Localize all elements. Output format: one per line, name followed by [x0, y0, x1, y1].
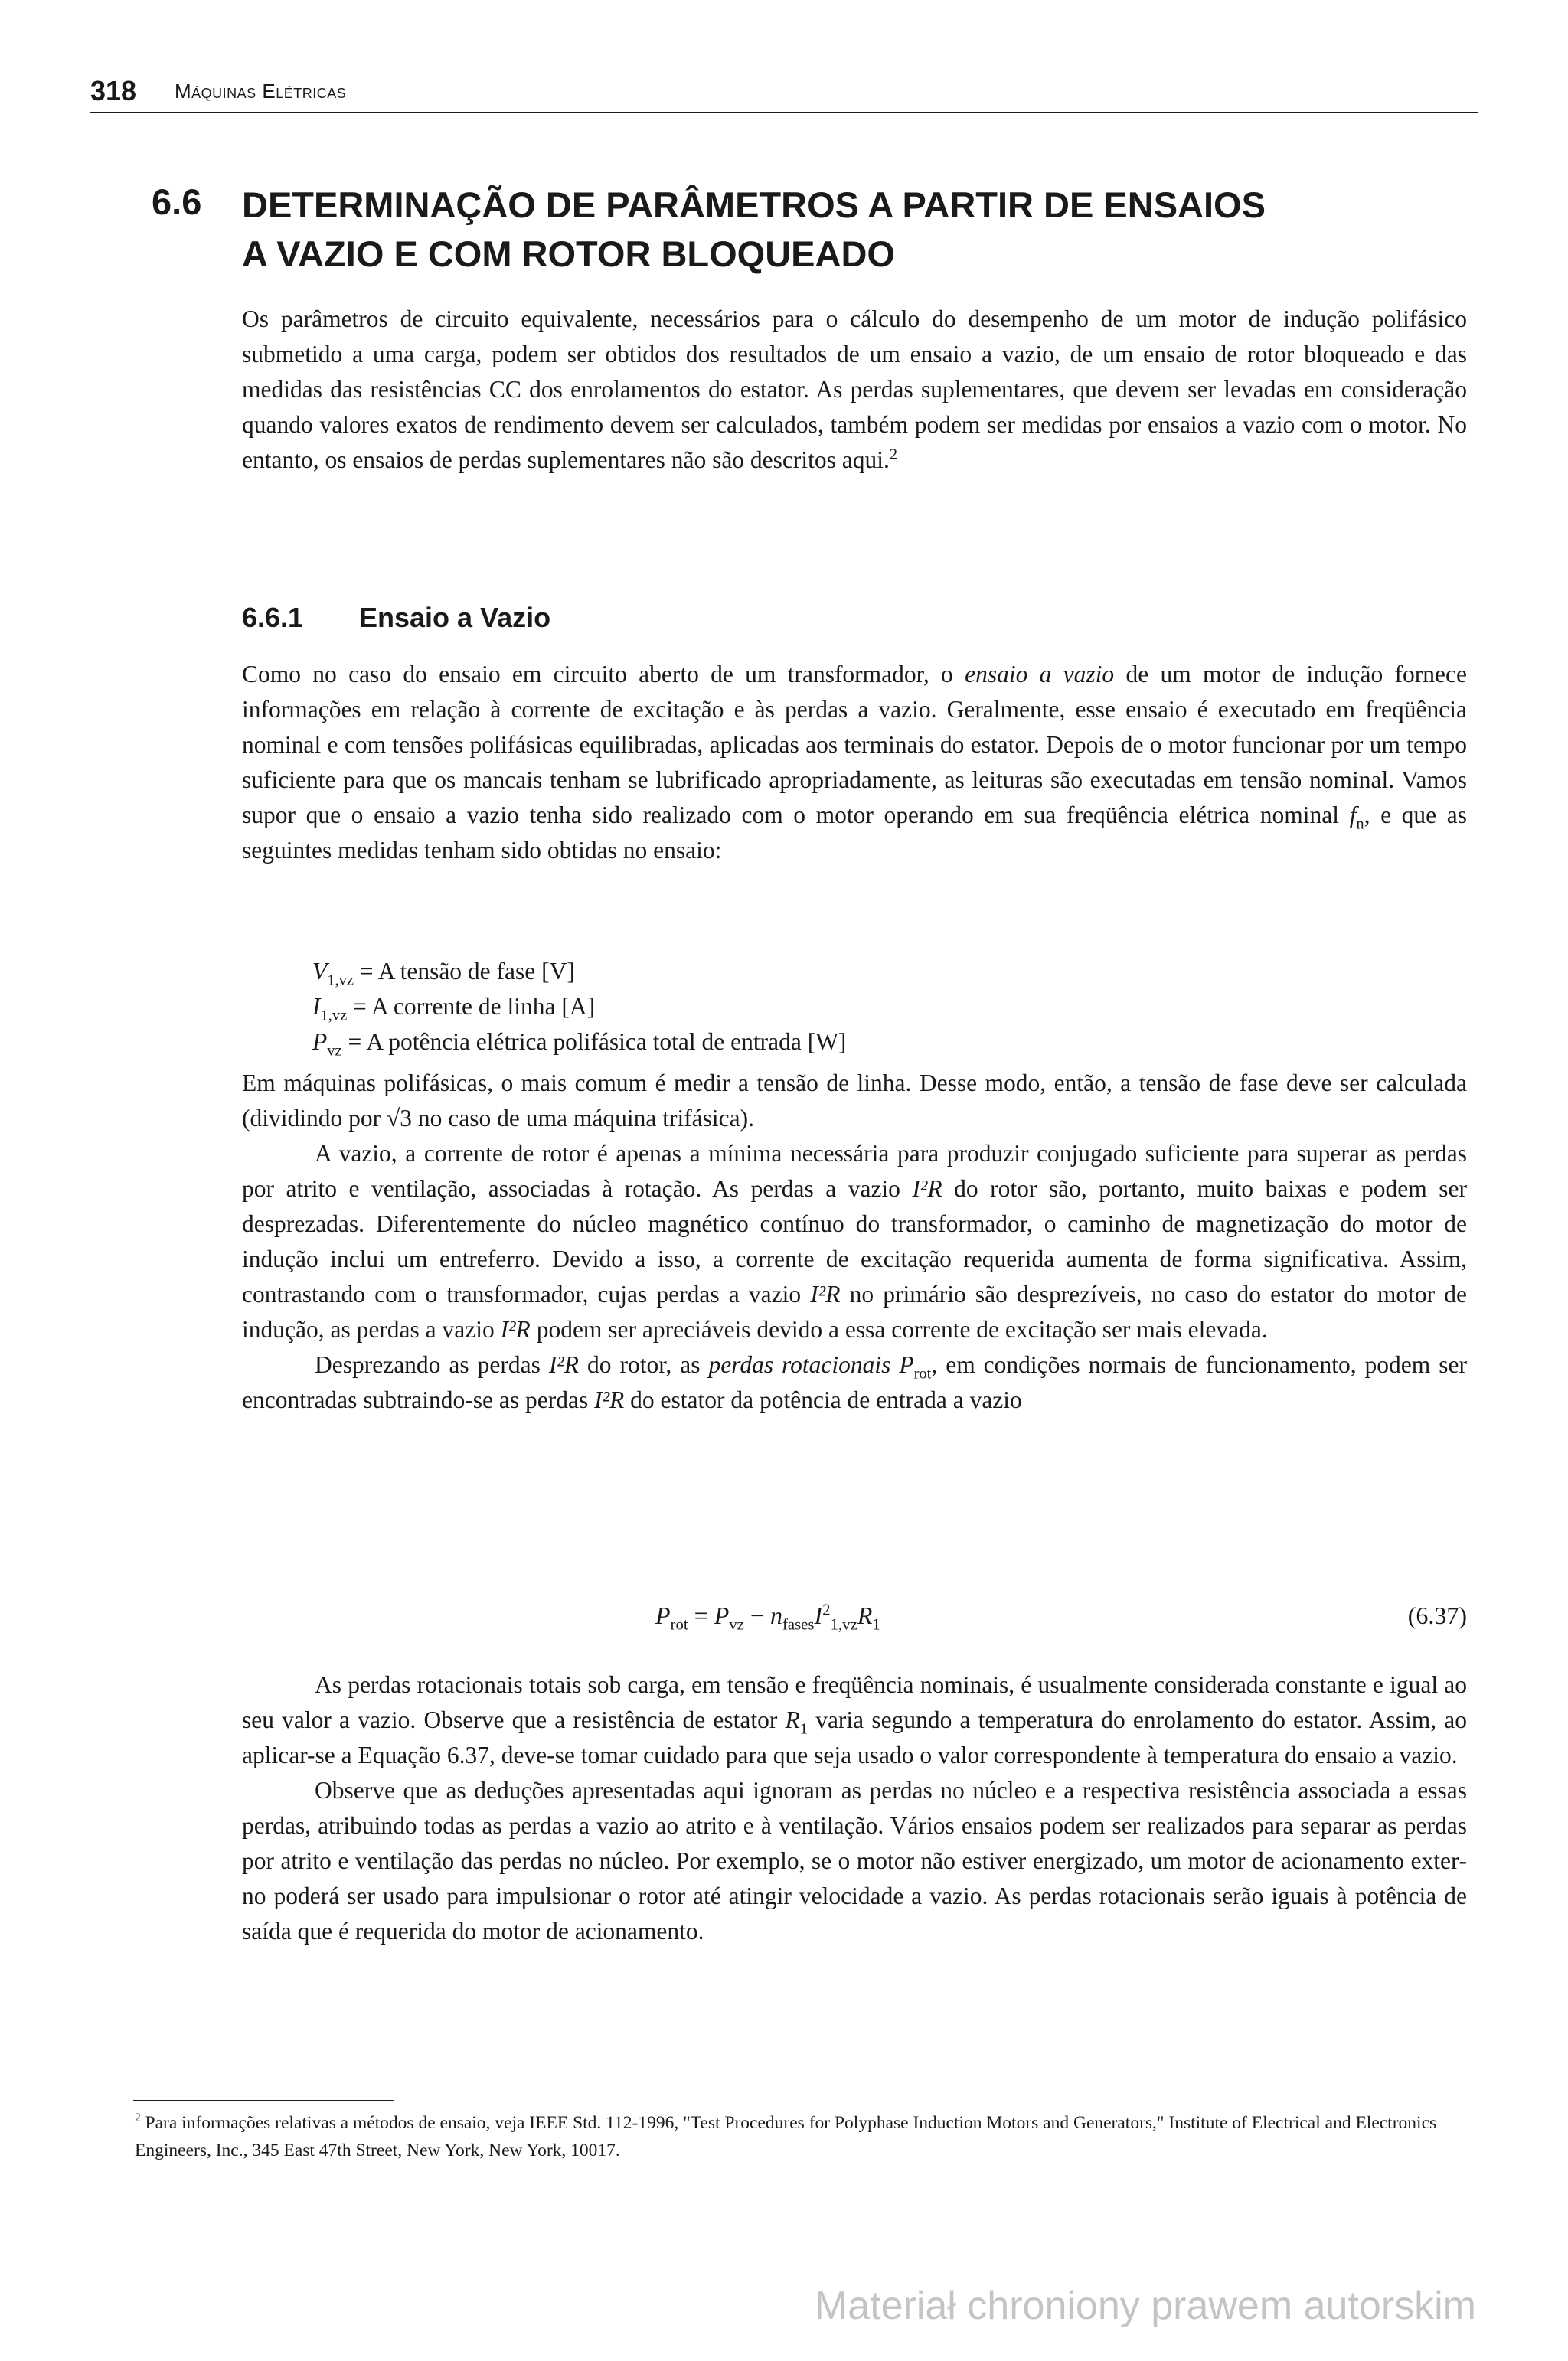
paragraph-1	[242, 657, 1467, 868]
p4-text-a: Desprezando as perdas	[315, 1351, 549, 1378]
section-number: 6.6	[152, 181, 202, 222]
paragraph-4	[242, 1347, 1467, 1418]
eq-term-p: P	[714, 1602, 730, 1629]
footnote-text: Para informações relativas a métodos de ensaio, veja IEEE Std. 112-1996, "Test Procedures for Polyphase Induction Motors and Generators," Institute of Electrical and Electronics Engineers, Inc., 345 East 47th Street, New York, New York, 10017.	[135, 2113, 1437, 2160]
eq-term-r: R	[857, 1602, 873, 1629]
p5-text-b: varia segundo a temperatura do enrolamento do estator. Assim, ao aplicar-se a Equação 6.37, deve-se tomar cuidado para que seja usado o valor correspondente à temperatura do ensaio a vazio.	[242, 1706, 1467, 1768]
definition-item	[312, 954, 846, 989]
footnote-ref: 2	[889, 446, 898, 463]
p2-text-b: no caso de uma máquina trifásica).	[412, 1105, 754, 1132]
def-desc: = A tensão de fase [V]	[353, 958, 575, 985]
copyright-watermark: Materiał chroniony prawem autorskim	[814, 2284, 1476, 2328]
paragraph-group-2	[242, 1066, 1467, 1418]
header-rule	[90, 112, 1478, 113]
eq-term-p-sub: vz	[729, 1615, 744, 1634]
def-sub: 1,vz	[327, 972, 354, 989]
eq-lhs: P	[655, 1602, 671, 1629]
freq-sub: n	[1356, 815, 1364, 833]
eq-term-i-sup: 2	[822, 1601, 831, 1619]
sqrt-three: √3	[387, 1105, 413, 1132]
eq-equals: =	[688, 1602, 714, 1629]
running-header	[90, 73, 1478, 110]
footnote-marker: 2	[135, 2111, 141, 2125]
paragraph-2	[242, 1066, 1467, 1136]
p4-text-d: do estator da potência de entrada a vazio	[624, 1386, 1022, 1413]
def-sub: 1,vz	[320, 1007, 348, 1024]
definition-item	[312, 989, 846, 1024]
running-title: Máquinas Elétricas	[175, 80, 347, 103]
p5-text-a: As perdas rotacionais totais sob carga, em tensão e freqüência nominais, é usualmente considerada constante e igual ao seu valor a vazio. Observe que a resistência de estator	[242, 1671, 1467, 1733]
definition-item	[312, 1024, 846, 1060]
def-symbol: P	[312, 1028, 328, 1055]
term-sub: rot	[913, 1365, 932, 1383]
paragraph-group-3	[242, 1667, 1467, 1949]
eq-term-n: n	[769, 1602, 782, 1629]
r-sub: 1	[799, 1720, 808, 1738]
p3-text-a: A vazio, a corrente de rotor é apenas a mínima necessária para produzir conjugado suficiente para superar as perdas por atrito e ventilação, associadas à rotação. As perdas a vazio	[242, 1140, 1467, 1202]
page-number: 318	[90, 75, 137, 106]
subsection-heading	[242, 602, 550, 634]
equation-body	[655, 1601, 880, 1634]
p1-text-a: Como no caso do ensaio em circuito aberto de um transformador, o	[242, 661, 965, 687]
footnote	[135, 2109, 1467, 2164]
eq-term-n-sub: fases	[782, 1615, 815, 1634]
eq-lhs-sub: rot	[670, 1615, 688, 1634]
paragraph-5	[242, 1667, 1467, 1773]
term-ensaio-a-vazio: ensaio a vazio	[965, 661, 1115, 687]
equation-number: (6.37)	[1407, 1602, 1467, 1629]
def-desc: = A potência elétrica polifásica total de entrada [W]	[341, 1028, 847, 1055]
p2-text-a: Em máquinas polifásicas, o mais comum é medir a tensão de linha. Desse modo, então, a tensão de fase deve ser calculada (dividindo por	[242, 1069, 1467, 1132]
p4-text-b: do rotor, as	[579, 1351, 709, 1378]
p4-text-c: , em condições normais de funcionamento, podem ser encontradas subtraindo-se as perdas	[242, 1351, 1467, 1413]
paragraph-6	[242, 1773, 1467, 1949]
section-title: DETERMINAÇÃO DE PARÂMETROS A PARTIR DE ENSAIOS A VAZIO E COM ROTOR BLOQUEADO	[242, 185, 1266, 274]
definitions-list	[312, 954, 846, 1060]
paragraph-3	[242, 1136, 1467, 1347]
i2r-term: I²R	[548, 1351, 579, 1378]
eq-term-r-sub: 1	[872, 1615, 880, 1634]
i2r-term: I²R	[500, 1316, 531, 1343]
subsection-title: Ensaio a Vazio	[359, 602, 551, 633]
p3-text-c: no primário são desprezíveis, no caso do estator do motor de indução, as perdas a vazio	[242, 1281, 1467, 1343]
p1-text-b: de um motor de indução fornece informações em relação à corrente de excitação e às perdas a vazio. Geralmente, esse ensaio é executado em freqüência nominal e com tensões polifásicas equilibradas, aplicadas aos terminais do estator. Depois de o motor funcionar por um tempo suficiente para que os mancais tenham se lubrificado apropriadamente, as leituras são executadas em tensão nominal. Vamos supor que o ensaio a vazio tenha sido realizado com o motor operando em sua freqüência elétrica nominal	[242, 661, 1467, 828]
r-symbol: R	[785, 1706, 800, 1733]
p3-text-d: podem ser apreciáveis devido a essa corrente de excitação ser mais elevada.	[530, 1316, 1268, 1343]
p1-text-c: , e que as seguintes medidas tenham sido obtidas no ensaio:	[242, 802, 1467, 864]
intro-text: Os parâmetros de circuito equivalente, necessários para o cálculo do desempenho de um motor de indução polifásico submetido a uma carga, podem ser obtidos dos resultados de um ensaio a vazio, de um ensaio de rotor bloqueado e das medidas das resistências CC dos enrolamentos do estator. As perdas suplementares, que devem ser levadas em consideração quando valores exatos de rendimento devem ser calculados, também podem ser medidas por ensaios a vazio com o motor. No entanto, os ensaios de perdas suplementares não são descritos aqui.	[242, 305, 1467, 473]
equation-6-37	[242, 1602, 1467, 1640]
i2r-term: I²R	[810, 1281, 841, 1308]
p3-text-b: do rotor são, portanto, muito baixas e podem ser desprezadas. Diferentemente do núcleo magnético contínuo do transformador, o caminho de magnetização do motor de indução inclui um entreferro. Devido a isso, a corrente de excitação requerida aumenta de forma significativa. Assim, contrastando com o transformador, cujas perdas a vazio	[242, 1175, 1467, 1308]
term-perdas-rotacionais: perdas rotacionais P	[708, 1351, 914, 1378]
eq-term-i-sub: 1,vz	[830, 1615, 858, 1634]
def-symbol: V	[312, 958, 328, 985]
intro-paragraph	[242, 302, 1467, 478]
freq-symbol: f	[1349, 802, 1357, 828]
def-sub: vz	[327, 1042, 342, 1060]
p6-text: Observe que as deduções apresentadas aqui ignoram as perdas no núcleo e a respectiva resistência associada a essas perdas, atribuindo todas as perdas a vazio ao atrito e à ventilação. Vários ensaios podem ser realizados para separar as perdas por atrito e ventilação das perdas no núcleo. Por exemplo, se o motor não estiver energizado, um motor de acionamento externo poderá ser usado para impulsionar o rotor até atingir velocidade a vazio. As perdas rotacionais serão iguais à potência de saída que é requerida do motor de acionamento.	[242, 1777, 1467, 1945]
subsection-number: 6.6.1	[242, 602, 304, 633]
eq-minus: −	[743, 1602, 770, 1629]
def-desc: = A corrente de linha [A]	[347, 993, 596, 1020]
eq-term-i: I	[814, 1602, 823, 1629]
def-symbol: I	[312, 993, 321, 1020]
i2r-term: I²R	[912, 1175, 942, 1202]
i2r-term: I²R	[594, 1386, 625, 1413]
footnote-rule	[133, 2100, 394, 2101]
